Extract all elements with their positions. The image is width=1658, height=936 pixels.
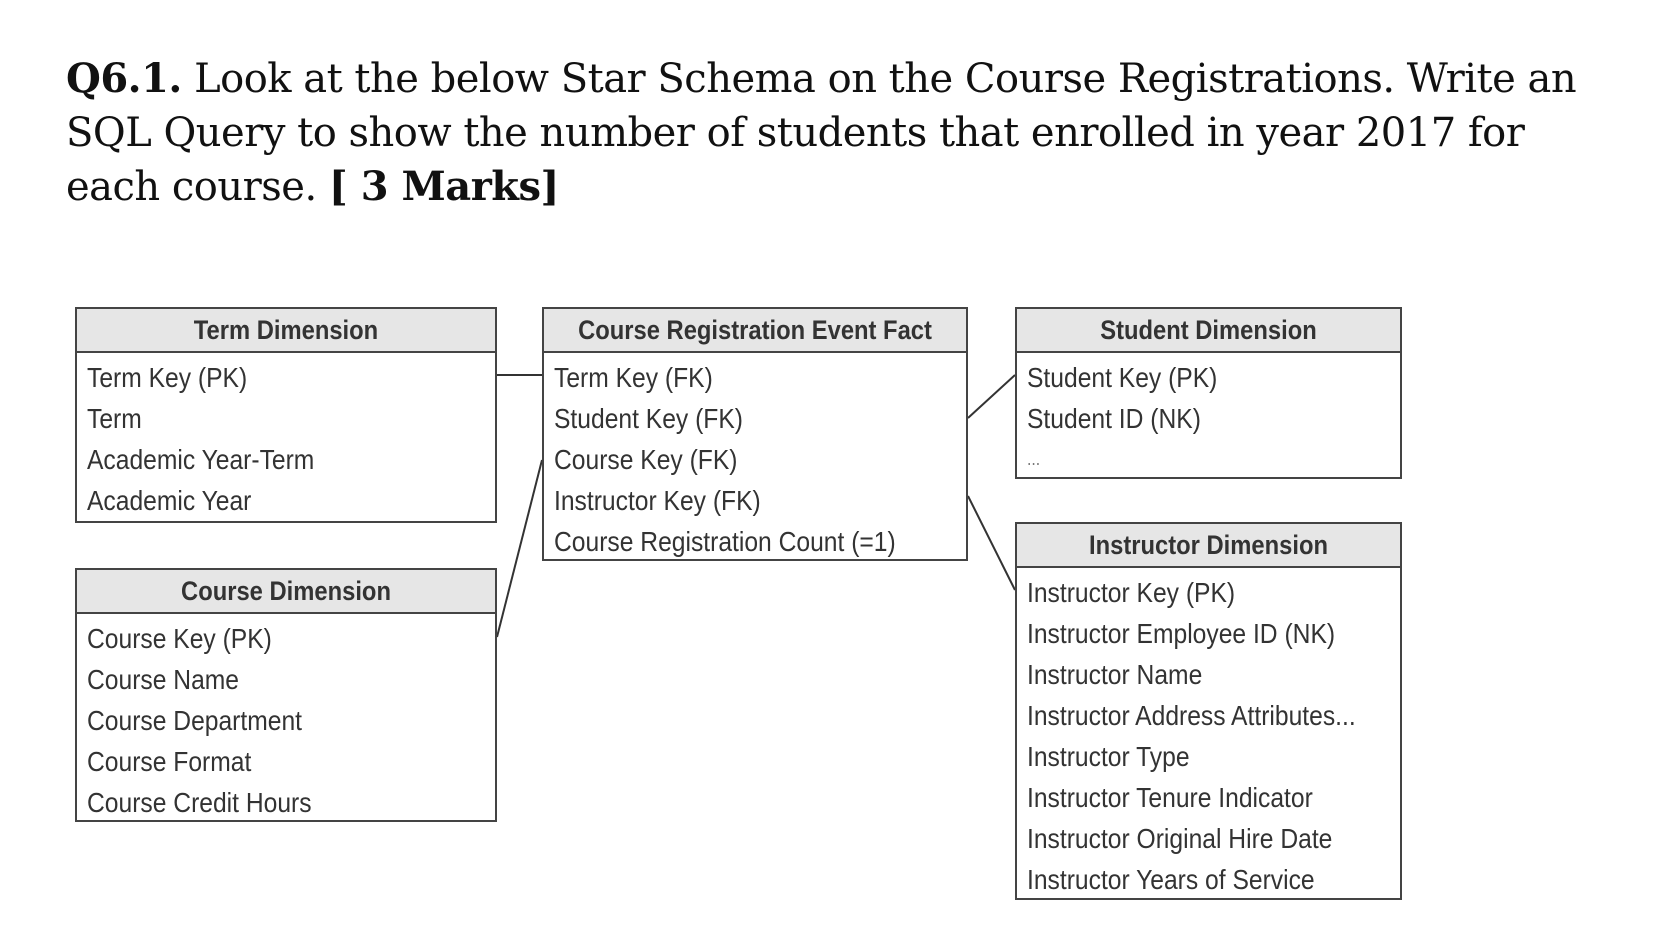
table-row: Academic Year <box>87 485 252 516</box>
table-row: Instructor Original Hire Date <box>1027 823 1333 854</box>
table-row: Student ID (NK) <box>1027 403 1201 434</box>
table-row: Academic Year-Term <box>87 444 315 475</box>
table-row: Instructor Employee ID (NK) <box>1027 618 1336 649</box>
table-row: Course Registration Count (=1) <box>554 526 896 557</box>
question-body: Look at the below Star Schema on the Course Registrations. Write an SQL Query to show the number of students that enrolled in year 2017 for each course. <box>66 56 1577 210</box>
table-row: Course Credit Hours <box>87 787 312 818</box>
link-fact-to-student <box>968 375 1015 418</box>
table-row: Course Department <box>87 705 303 736</box>
table-title: Course Registration Event Fact <box>569 309 940 351</box>
question-label: Q6.1. <box>66 55 182 102</box>
course-dimension-table <box>75 568 497 822</box>
course-registration-fact-table <box>542 307 968 561</box>
table-row: Instructor Address Attributes... <box>1027 700 1356 731</box>
table-row: Course Key (FK) <box>554 444 738 475</box>
table-row: Term <box>87 403 142 434</box>
table-row: ... <box>1027 449 1041 469</box>
table-row: Instructor Name <box>1027 659 1203 690</box>
table-title: Term Dimension <box>102 309 470 351</box>
link-fact-to-instructor <box>968 496 1015 590</box>
instructor-dimension-table <box>1015 522 1402 900</box>
table-row: Term Key (PK) <box>87 362 248 393</box>
table-row: Course Key (PK) <box>87 623 272 654</box>
table-row: Instructor Type <box>1027 741 1190 772</box>
term-dimension-table <box>75 307 497 523</box>
question-text <box>66 52 1626 214</box>
table-row: Student Key (PK) <box>1027 362 1218 393</box>
table-title: Student Dimension <box>1040 309 1377 351</box>
table-title: Instructor Dimension <box>1040 524 1377 566</box>
table-row: Course Format <box>87 746 252 777</box>
table-row: Instructor Key (FK) <box>554 485 761 516</box>
student-dimension-table <box>1015 307 1402 479</box>
table-row: Course Name <box>87 664 240 695</box>
question-marks: [ 3 Marks] <box>328 163 559 210</box>
table-title: Course Dimension <box>102 570 470 612</box>
table-row: Instructor Key (PK) <box>1027 577 1236 608</box>
table-row: Instructor Tenure Indicator <box>1027 782 1313 813</box>
table-row: Term Key (FK) <box>554 362 713 393</box>
table-row: Instructor Years of Service <box>1027 864 1315 895</box>
link-course-to-fact <box>497 460 542 637</box>
table-row: Student Key (FK) <box>554 403 743 434</box>
